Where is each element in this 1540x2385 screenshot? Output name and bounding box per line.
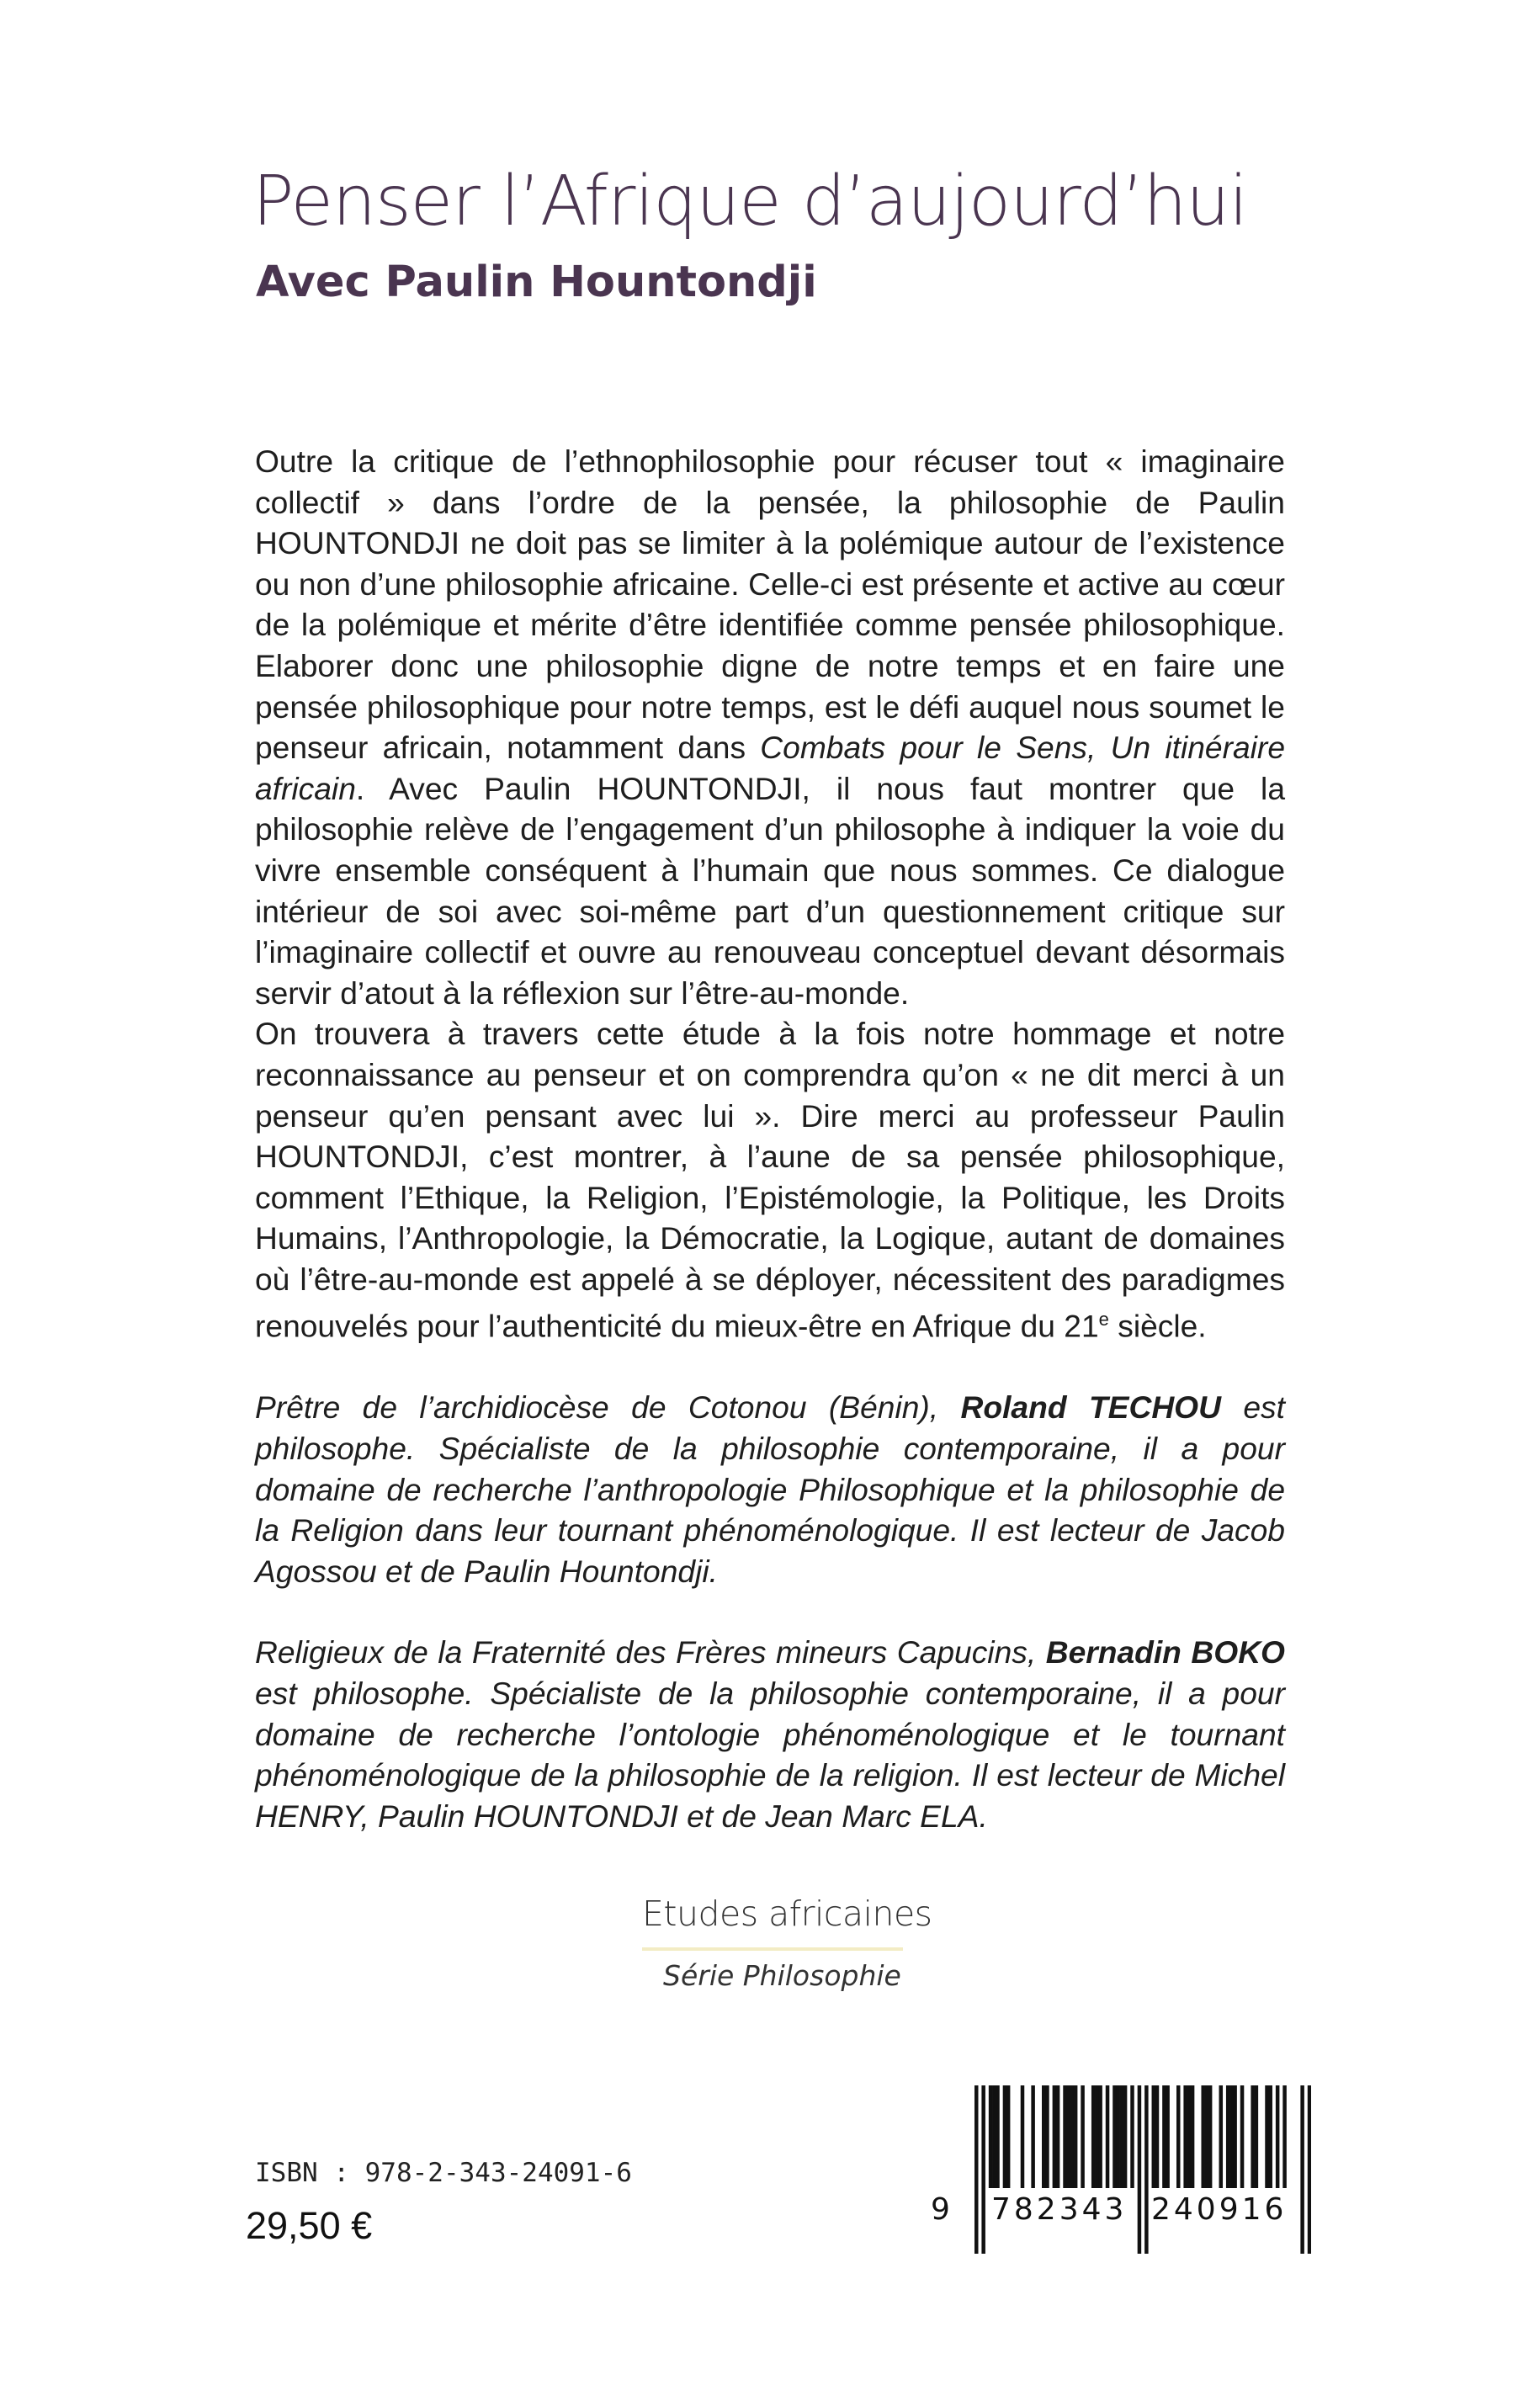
author-bio-techou [255, 1387, 1285, 1591]
barcode-first-digit: 9 [931, 2192, 950, 2227]
barcode-bar [1229, 2085, 1234, 2188]
barcode-bar [1226, 2085, 1230, 2188]
barcode-bar [1056, 2085, 1060, 2188]
barcode-bar [1300, 2085, 1304, 2254]
barcode-bar [1187, 2085, 1192, 2188]
barcode-bar [1081, 2085, 1085, 2188]
barcode-bar [1219, 2085, 1224, 2188]
barcode-bar [996, 2085, 1000, 2188]
barcode-bar [1201, 2085, 1205, 2188]
series-divider [642, 1947, 903, 1951]
barcode-bar [1053, 2085, 1057, 2188]
barcode-bar [1091, 2085, 1096, 2188]
barcode-bar [1176, 2085, 1181, 2188]
barcode-bar [1205, 2085, 1209, 2188]
barcode-bar [1003, 2085, 1007, 2188]
barcode-bar [1116, 2085, 1120, 2188]
barcode-bar [1113, 2085, 1117, 2188]
barcode-bar [1208, 2085, 1213, 2188]
series-name: Etudes africaines [642, 1894, 932, 1934]
barcode-bar [1095, 2085, 1099, 2188]
barcode-bar [981, 2085, 985, 2254]
book-subtitle: Avec Paulin Hountondji [256, 258, 817, 307]
barcode-bar [989, 2085, 993, 2188]
bio-text: est philosophe. Spécialiste de la philosophie contemporaine, il a pour domaine de recherche l’anthropologie Philosophique et la philosophie de la Religion dans leur tournant phénoménologique. Il est lecteur de Jacob Agossou et de Paulin Hountondji. [255, 1389, 1285, 1589]
barcode-bar [1066, 2085, 1070, 2188]
barcode-bar [992, 2085, 996, 2188]
barcode-bar [1123, 2085, 1128, 2188]
price-label: 29,50 € [246, 2204, 373, 2247]
bio-text: Prêtre de l’archidiocèse de Cotonou (Bénin), [255, 1389, 961, 1426]
author-bio-boko [255, 1632, 1285, 1836]
barcode-bar [1098, 2085, 1102, 2188]
summary-text: siècle. [1108, 1308, 1207, 1344]
bio-text: est philosophe. Spécialiste de la philosophie contemporaine, il a pour domaine de recherche l’ontologie phénoménologique et le tournant phénoménologique de la philosophie de la religion. Il est lecteur de Michel HENRY, Paulin HOUNTONDJI et de Jean Marc ELA. [255, 1676, 1285, 1834]
barcode-bar [974, 2085, 979, 2254]
book-reference: Combats pour le Sens, Un itinéraire africain [255, 730, 1285, 806]
barcode-right-digits: 240916 [1151, 2192, 1288, 2227]
barcode-bar [1162, 2085, 1166, 2188]
barcode-left-digits: 782343 [991, 2192, 1128, 2227]
barcode-bar [1045, 2085, 1049, 2188]
isbn-label: ISBN : 978-2-343-24091-6 [255, 2158, 632, 2188]
summary-text: . Avec Paulin HOUNTONDJI, il nous faut montrer que la philosophie relève de l’engagement d’un philosophe à indiquer la voie du vivre ensemble conséquent à l’humain que nous sommes. Ce dialogue intérieur de soi avec soi-même part d’un questionnement critique sur l’imaginaire collectif et ouvre au renouveau conceptuel devant désormais servir d’atout à la réflexion sur l’être-au-monde. [255, 770, 1285, 1011]
barcode [974, 2085, 1311, 2254]
author-name: Roland TECHOU [960, 1389, 1221, 1426]
barcode-bar [1130, 2085, 1134, 2188]
book-title: Penser l’Afrique d’aujourd’hui [252, 162, 1248, 242]
barcode-bar [1031, 2085, 1035, 2188]
summary-text: On trouvera à travers cette étude à la fois notre hommage et notre reconnaissance au penseur et on comprendra qu’on « ne dit merci à un penseur qu’en pensant avec lui ». Dire merci au professeur Paulin HOUNTONDJI, c’est montrer, à l’aune de sa pensée philosophique, comment l’Ethique, la Religion, l’Epistémologie, la Politique, les Droits Humains, l’Anthropologie, la Démocratie, la Logique, autant de domaines où l’être-au-monde est appelé à se déployer, nécessitent des paradigmes renouvelés pour l’authenticité du mieux-être en Afrique du 21 [255, 1016, 1285, 1344]
bio-text: Religieux de la Fraternité des Frères mineurs Capucins, [255, 1634, 1046, 1671]
barcode-bar [1155, 2085, 1160, 2188]
barcode-bar [1144, 2085, 1149, 2254]
summary-paragraph-1 [255, 441, 1285, 1013]
barcode-bar [1183, 2085, 1187, 2188]
barcode-bar [1265, 2085, 1269, 2188]
barcode-bar [1166, 2085, 1170, 2188]
summary-text: Outre la critique de l’ethnophilosophie pour récuser tout « imaginaire collectif » dans l’ordre de la pensée, la philosophie de Paulin HOUNTONDJI ne doit pas se limiter à la polémique autour de l’existence ou non d’une philosophie africaine. Celle-ci est présente et active au cœur de la polémique et mérite d’être identifiée comme pensée philosophique. Elaborer donc une philosophie digne de notre temps et en faire une pensée philosophique pour notre temps, est le défi auquel nous soumet le penseur africain, notamment dans [255, 444, 1285, 766]
summary-paragraph-2 [255, 1013, 1285, 1347]
barcode-bar [1120, 2085, 1124, 2188]
series-subtitle: Série Philosophie [663, 1959, 901, 1992]
barcode-bar [1255, 2085, 1259, 2188]
barcode-bar [1106, 2085, 1110, 2188]
barcode-bar [1074, 2085, 1078, 2188]
barcode-bar [1240, 2085, 1245, 2188]
author-name: Bernadin BOKO [1045, 1634, 1285, 1671]
century-superscript: e [1098, 1309, 1109, 1331]
barcode-bar [1042, 2085, 1046, 2188]
barcode-bar [1268, 2085, 1272, 2188]
barcode-bar [1251, 2085, 1255, 2188]
barcode-bar [1152, 2085, 1156, 2188]
barcode-bar [1308, 2085, 1311, 2254]
barcode-bar [1138, 2085, 1142, 2254]
barcode-bar [1006, 2085, 1011, 2188]
barcode-bar [1276, 2085, 1280, 2188]
barcode-bar [1070, 2085, 1075, 2188]
barcode-bar [1063, 2085, 1067, 2188]
barcode-bars [974, 2085, 1311, 2254]
barcode-bar [1021, 2085, 1025, 2188]
back-cover-text [255, 441, 1285, 1836]
barcode-bar [1191, 2085, 1195, 2188]
barcode-bar [1282, 2085, 1287, 2188]
barcode-bar [1233, 2085, 1237, 2188]
